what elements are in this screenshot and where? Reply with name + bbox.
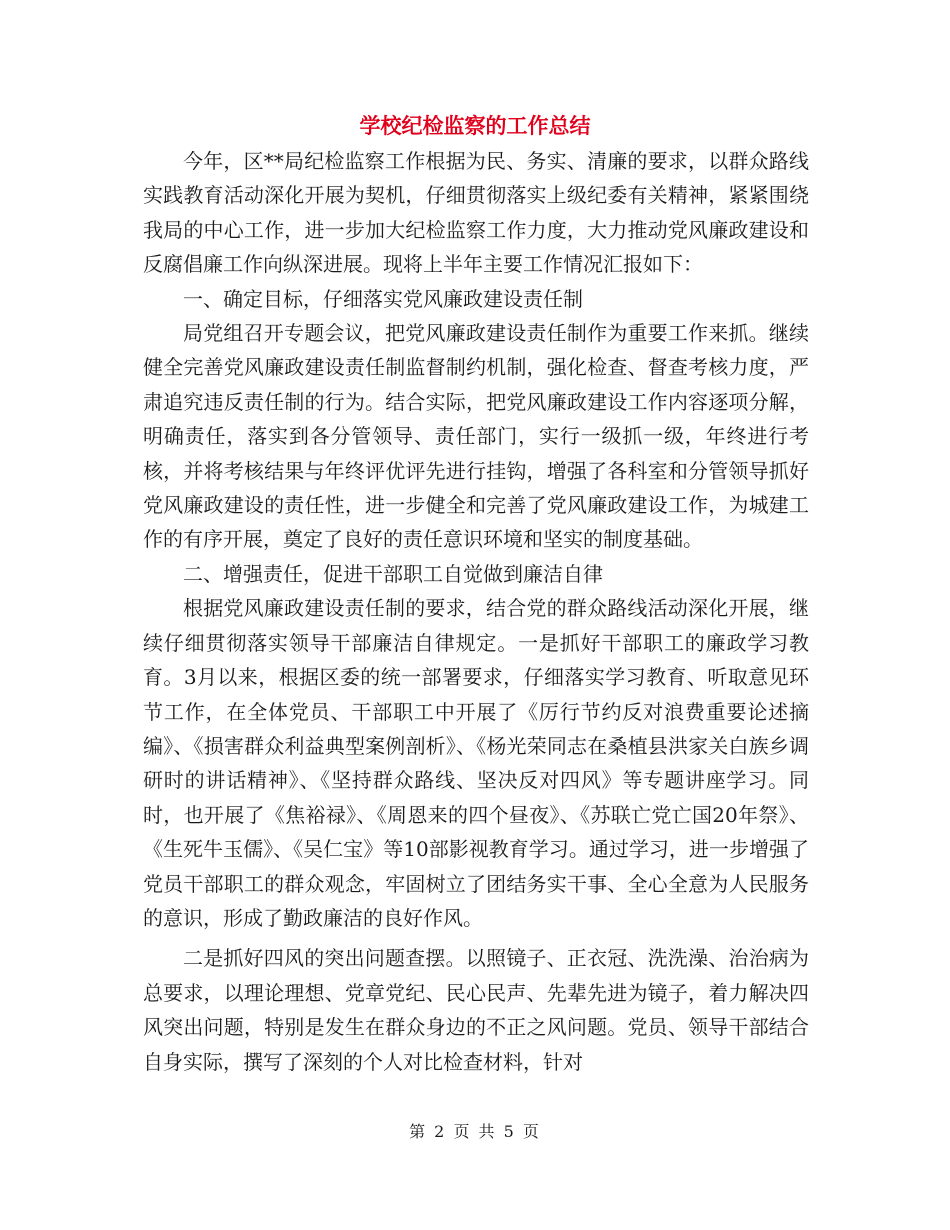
paragraph-section-2a: 根据党风廉政建设责任制的要求，结合党的群众路线活动深化开展，继续仔细贯彻落实领导干部廉洁自律规定。一是抓好干部职工的廉政学习教育。3月以来，根据区委的统一部署要求，仔细落实学习教育、听取意见环节工作，在全体党员、干部职工中开展了《厉行节约反对浪费重要论述摘编》、《损害群众利益典型案例剖析》、《杨光荣同志在桑植县洪家关白族乡调研时的讲话精神》、《坚持群众路线、坚决反对四风》等专题讲座学习。同时，也开展了《焦裕禄》、《周恩来的四个昼夜》、《苏联亡党亡国20年祭》、《生死牛玉儒》、《吴仁宝》等10部影视教育学习。通过学习，进一步增强了党员干部职工的群众观念，牢固树立了团结务实干事、全心全意为人民服务的意识，形成了勤政廉洁的良好作风。 [143, 596, 809, 930]
paragraph-section-2b: 二是抓好四风的突出问题查摆。以照镜子、正衣冠、洗洗澡、治治病为总要求，以理论理想、党章党纪、民心民声、先辈先进为镜子，着力解决四风突出问题，特别是发生在群众身边的不正之风问题。党员、领导干部结合自身实际，撰写了深刻的个人对比检查材料，针对 [143, 946, 809, 1074]
paragraph-section-1: 局党组召开专题会议，把党风廉政建设责任制作为重要工作来抓。继续健全完善党风廉政建设责任制监督制约机制，强化检查、督查考核力度，严肃追究违反责任制的行为。结合实际，把党风廉政建设工作内容逐项分解，明确责任，落实到各分管领导、责任部门，实行一级抓一级，年终进行考核，并将考核结果与年终评优评先进行挂钩，增强了各科室和分管领导抓好党风廉政建设的责任性，进一步健全和完善了党风廉政建设工作，为城建工作的有序开展，奠定了良好的责任意识环境和坚实的制度基础。 [143, 321, 809, 552]
document-title: 学校纪检监察的工作总结 [359, 113, 591, 138]
paragraph-intro: 今年，区**局纪检监察工作根据为民、务实、清廉的要求，以群众路线实践教育活动深化开展为契机，仔细贯彻落实上级纪委有关精神，紧紧围绕我局的中心工作，进一步加大纪检监察工作力度，大力推动党风廉政建设和反腐倡廉工作向纵深进展。现将上半年主要工作情况汇报如下： [143, 149, 809, 277]
section-heading-1: 一、确定目标，仔细落实党风廉政建设责任制 [183, 286, 583, 311]
document-body [143, 144, 809, 1079]
section-heading-2: 二、增强责任，促进干部职工自觉做到廉洁自律 [183, 561, 603, 586]
page-footer: 第 2 页 共 5 页 [409, 1122, 541, 1141]
